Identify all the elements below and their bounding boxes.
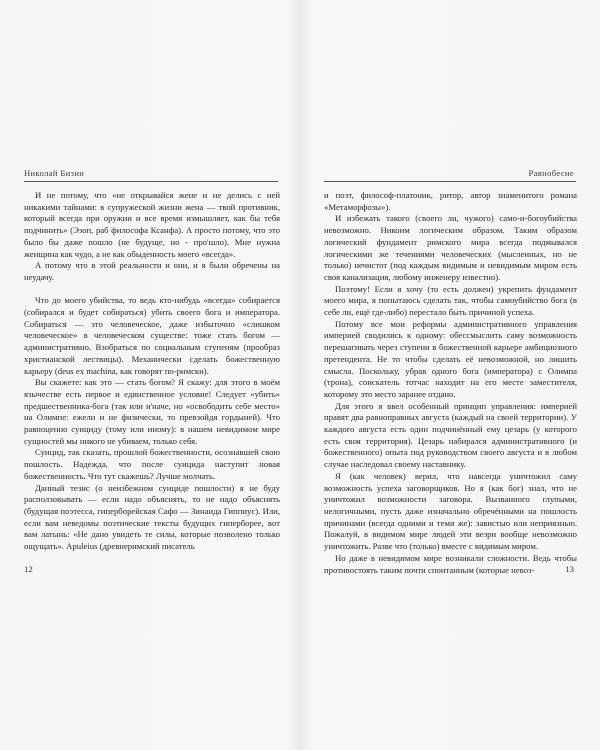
paragraph: И не потому, что «не открывайся жене и не делись с ней никакими тайнами: в супружеской жизни жена — твой противник, который всегда при оружии и все время измышляет, как бы тебя подчинить» (Эзоп, раб философа Ксанфа). А просто потому, что это было бы даже пошло (не будуще, но - про'шло). Мне нужна женщина как чудо, а не как обыденность моего «всегда». [24, 190, 280, 259]
page-number: 13 [565, 564, 574, 574]
paragraph: Суицид, так сказать, прошлой божественности, осознавшей свою пошлость. Надежда, что после суицида наступит новая божественность. Что тут скажешь? Лучше молчать. [24, 447, 280, 481]
paragraph: Данный тезис (о неизбежном суициде пошлости) я не буду расползовывать — если надо объяснять, то не надо объяснять (будущая поэтесса, гиперборейская Сафо — Зинаида Гиппиус). Или, если вам неведомы поэтические тексты будущих гиперборее, вот вам латынь: «Не дано увидеть те силы, которые позволено только ощущать». Apuleius (древнеримский писатель [24, 482, 280, 552]
right-page-text [324, 190, 577, 576]
paragraph: Я (как человек) верил, что навсегда уничтожил саму возможность успеха заговорщиков. Но я (как бог) знал, что не уничтожил возможности заговора. Вызванного глупыми, нелогичными, пусть даже изначально обречёнными на пошлость причинами (всегда одними и теми же): завистью или неприязнью. Пожалуй, в видимом мире людей эти везри вообще невозможно уничтожить. Разве что (только) вместе с видимым миром. [324, 470, 577, 552]
paragraph: А потому что в этой реальности и они, и я были обречены на неудачу. [24, 260, 280, 282]
running-head-author: Николай Бизин [24, 168, 85, 178]
page-number: 12 [24, 564, 33, 574]
left-page-text [24, 190, 280, 553]
paragraph: Но даже в невидимом мире возникали сложности. Ведь чтобы противостоять таким почти спонтанным (которые невоз- [324, 552, 577, 575]
paragraph: Вы скажете: как это — стать богом? Я скажу: для этого в моём язычестве есть первое и единственное условие! Следует «убить» предшественника-бога (так или и'наче, но «освободить себе место» на Олимпе: ежели и не физически, то превзойдя гордыней). Что равноценно суициду (тому или иному): в нашем невидимом мире сущностей мы никого не убиваем, только себя. [24, 377, 280, 446]
paragraph: Потому все мои реформы административного управления империей сводились к одному: обессмыслить саму возможность перешагивать через ступени в божественной карьере амбициозного претендента. Не то чтобы сделать её невозможной, но лишить смысла. Поскольку, убрав одного бога (императора) с Олимпа (трона), соискатель тотчас находит на его месте заместителя, которому это место заранее отдано. [324, 318, 577, 399]
paragraph: И избежать такого (своего ли, чужого) само-и-богоубийства невозможно. Никоим логическим образом. Таким образом логический фундамент римского мира всегда подмывался логическими же течениями человеческих (мысленных, но не только) нечистот (под каждым видимым и невидимым миром есть своя канализация, любому инженеру известно). [324, 213, 577, 282]
paragraph: Поэтому! Если я хочу (то есть должен) укрепить фундамент моего мира, я попытаюсь сделать так, чтобы самоубийство бога (в себе ли, ещё где-либо) перестало быть причиной успеха. [324, 283, 577, 318]
header-rule [24, 181, 278, 182]
running-head-title: Равнобесие [528, 168, 574, 178]
header-rule [324, 181, 576, 182]
right-page [300, 0, 600, 750]
paragraph: и поэт, философ-платоник, ритор, автор знаменитого романа «Метаморфозы»). [324, 190, 577, 212]
paragraph: Для этого я ввел особенный принцип управления: империей правят два равноправных августа (каждый на своей территории). У каждого августа есть один подчинённый ему цезарь (у которого есть своя территория). Цезарь набирался административного (и божественного) опыта под руководством своего августа и в любом случае наследовал своему наставнику. [324, 400, 577, 470]
paragraph: Что до моего убийства, то ведь кто-нибудь «всегда» собирается (собирался и будет собираться) убить своего бога и императора. Собираться — это человеческое, даже избыточно «слишком человеческое» в человеческом существе: тоже стать богом — административно. Взобраться по социальным ступеням (прообраз христианской лествицы). Механически сделать божественную карьеру (deus ex machina, как говорят по-римски). [24, 295, 280, 376]
